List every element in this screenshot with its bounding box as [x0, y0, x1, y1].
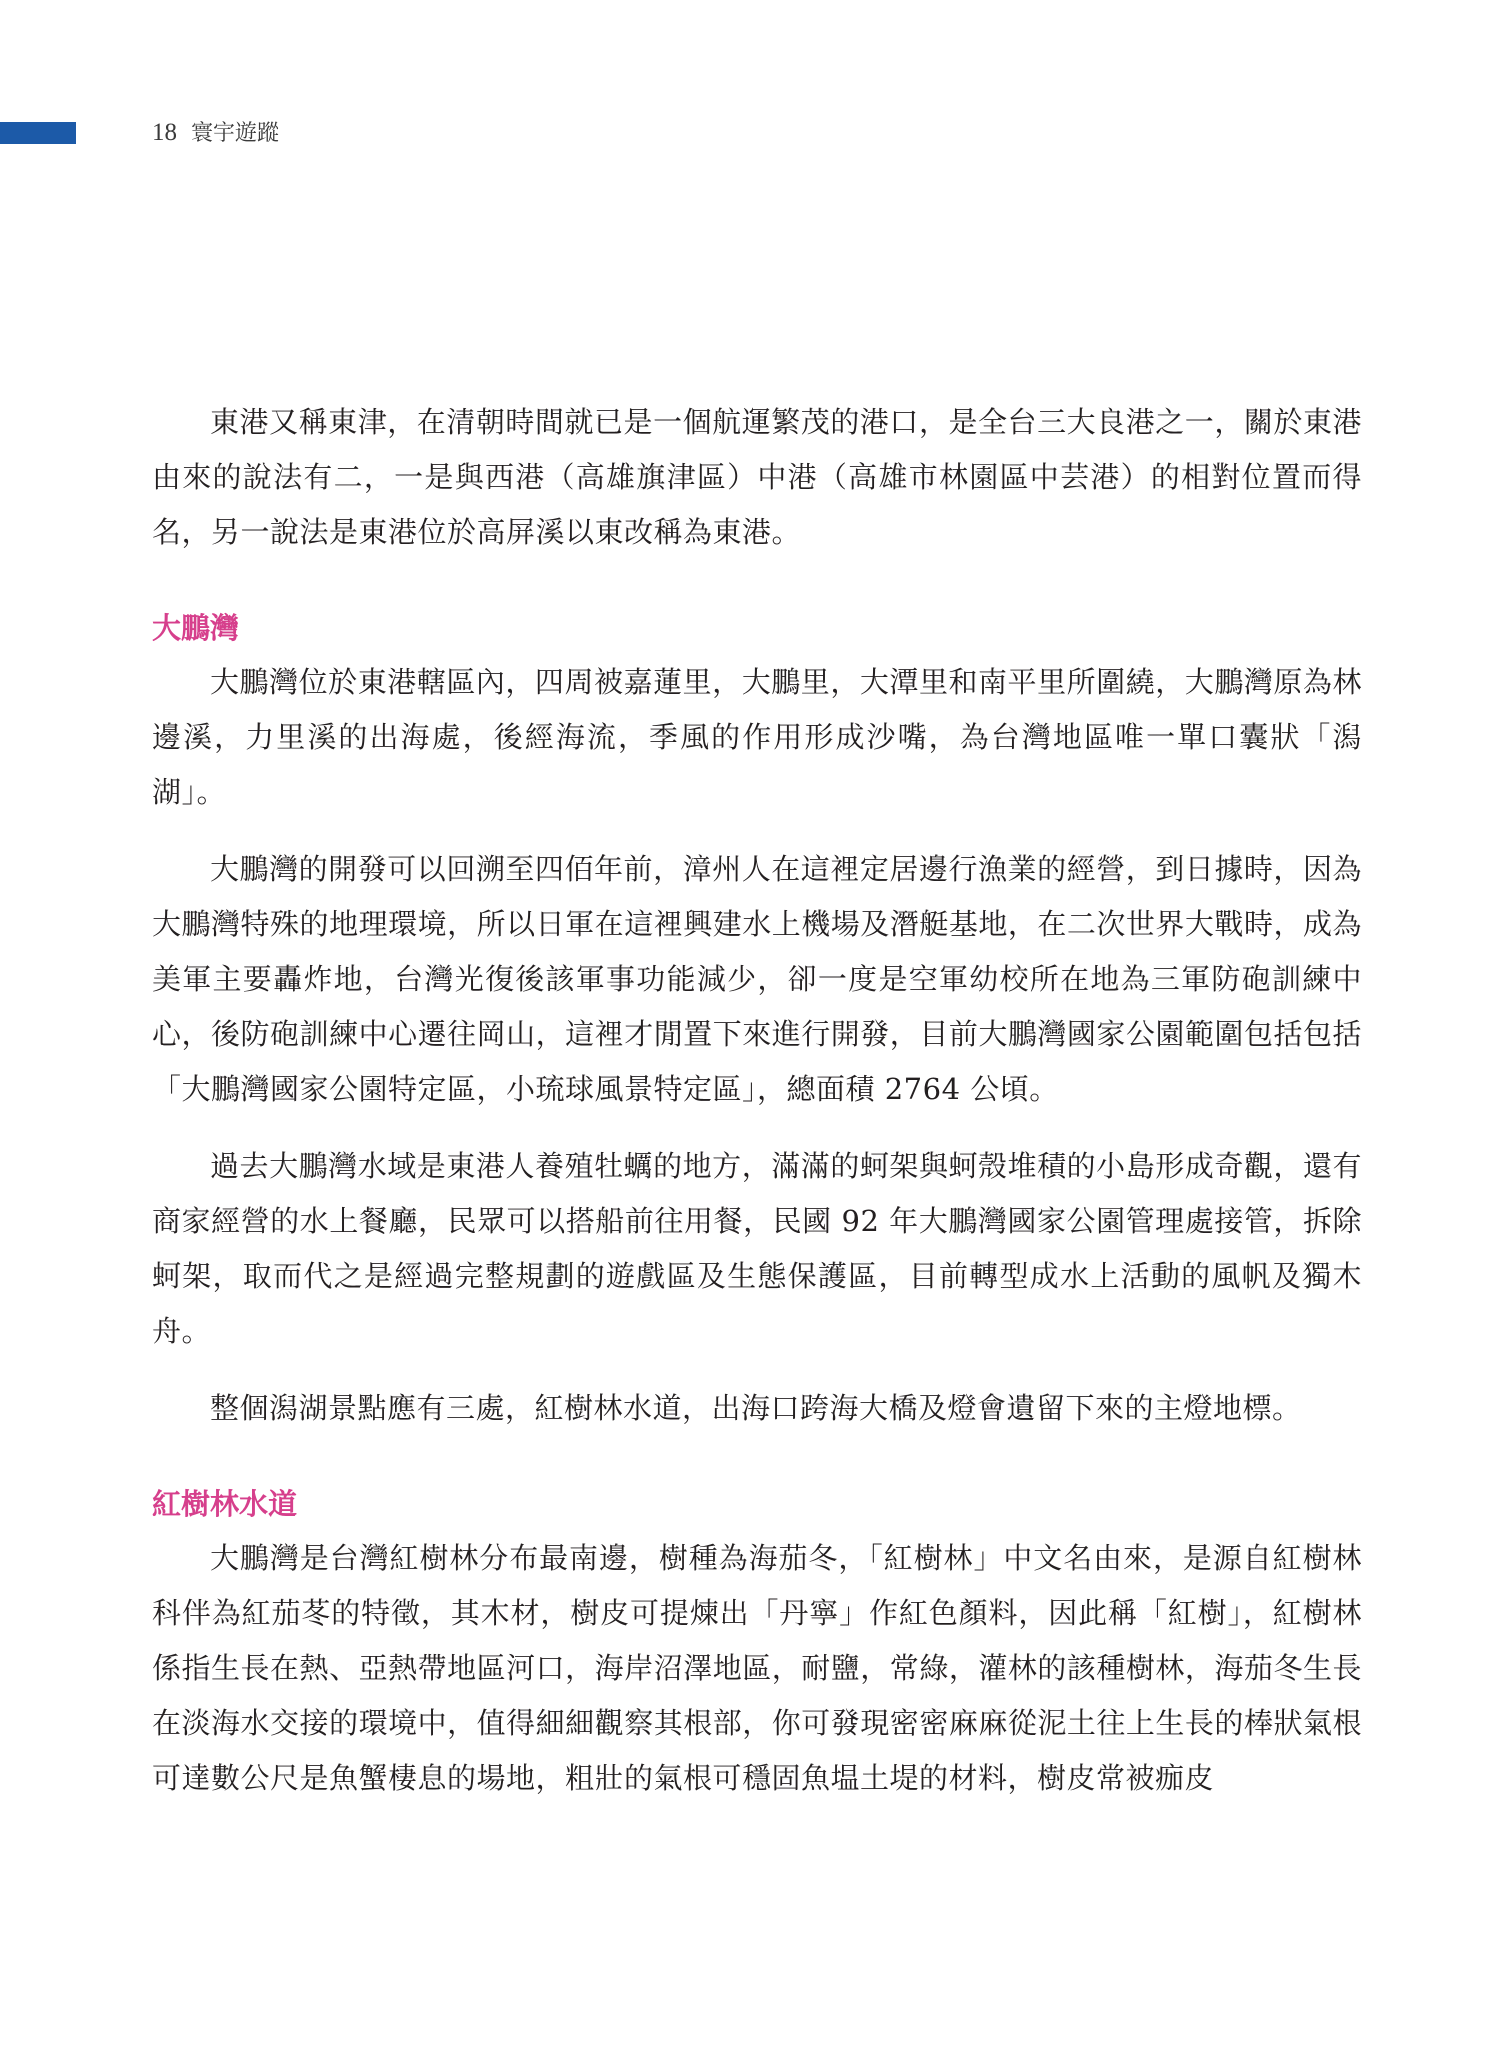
- book-title: 寰宇遊蹤: [191, 121, 280, 146]
- mangrove-paragraph-1: 大鵬灣是台灣紅樹林分布最南邊，樹種為海茄冬，「紅樹林」中文名由來，是源自紅樹林科伴為紅茄苳的特徵，其木材，樹皮可提煉出「丹寧」作紅色顏料，因此稱「紅樹」，紅樹林係指生長在熱、亞熱帶地區河口，海岸沼澤地區，耐鹽，常綠，灌林的該種樹林，海茄冬生長在淡海水交接的環境中，值得細細觀察其根部，你可發現密密麻麻從泥土往上生長的棒狀氣根可達數公尺是魚蟹棲息的場地，粗壯的氣根可穩固魚塭土堤的材料，樹皮常被痂皮: [152, 1541, 1362, 1795]
- dapeng-paragraph-4: 整個潟湖景點應有三處，紅樹林水道，出海口跨海大橋及燈會遺留下來的主燈地標。: [210, 1391, 1302, 1425]
- intro-paragraph: 東港又稱東津，在清朝時間就已是一個航運繁茂的港口，是全台三大良港之一，關於東港由來的說法有二，一是與西港（高雄旗津區）中港（高雄市林園區中芸港）的相對位置而得名，另一說法是東港位於高屏溪以東改稱為東港。: [152, 405, 1362, 549]
- section-title-mangrove-waterway: 紅樹林水道: [152, 1487, 298, 1521]
- header-accent-bar: [0, 122, 76, 144]
- page-number: 18: [152, 119, 177, 146]
- running-header: [152, 116, 279, 150]
- dapeng-paragraph-2: 大鵬灣的開發可以回溯至四佰年前，漳州人在這裡定居邊行漁業的經營，到日據時，因為大鵬灣特殊的地理環境，所以日軍在這裡興建水上機場及潛艇基地，在二次世界大戰時，成為美軍主要轟炸地，台灣光復後該軍事功能減少，卻一度是空軍幼校所在地為三軍防砲訓練中心，後防砲訓練中心遷往岡山，這裡才閒置下來進行開發，目前大鵬灣國家公園範圍包括包括「大鵬灣國家公園特定區，小琉球風景特定區」，總面積 2764 公頃。: [152, 852, 1362, 1106]
- dapeng-paragraph-1: 大鵬灣位於東港轄區內，四周被嘉蓮里，大鵬里，大潭里和南平里所圍繞，大鵬灣原為林邊溪，力里溪的出海處，後經海流，季風的作用形成沙嘴，為台灣地區唯一單口囊狀「潟湖」。: [152, 665, 1362, 809]
- section-title-dapeng-bay: 大鵬灣: [152, 611, 240, 645]
- dapeng-paragraph-3: 過去大鵬灣水域是東港人養殖牡蠣的地方，滿滿的蚵架與蚵殼堆積的小島形成奇觀，還有商家經營的水上餐廳，民眾可以搭船前往用餐，民國 92 年大鵬灣國家公園管理處接管，拆除蚵架，取而代之是經過完整規劃的遊戲區及生態保護區，目前轉型成水上活動的風帆及獨木舟。: [152, 1149, 1362, 1348]
- page-body: [152, 395, 1362, 1828]
